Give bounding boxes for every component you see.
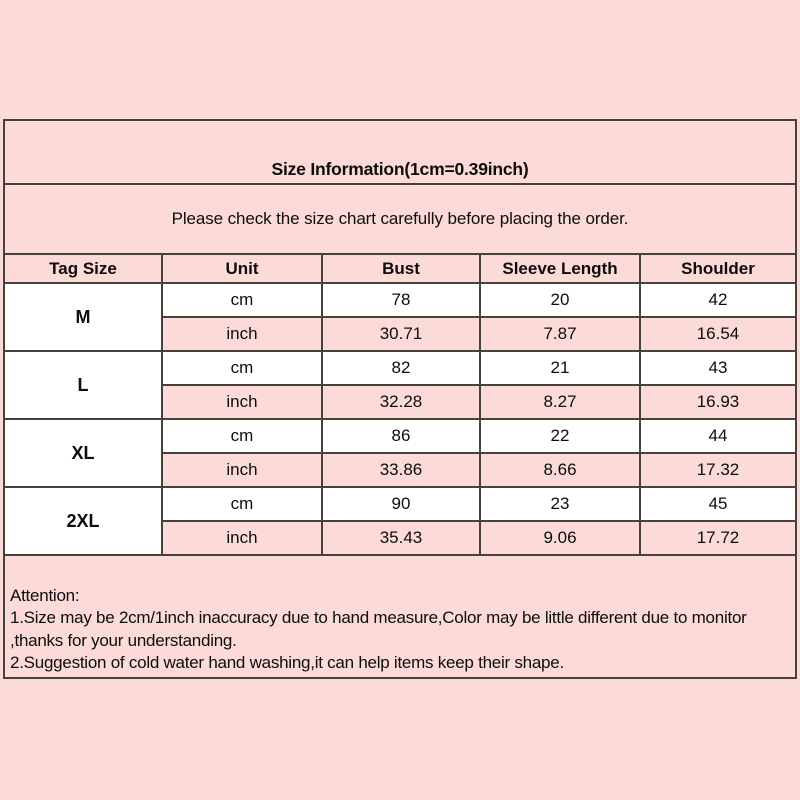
measurement-cell: 16.93 [640,385,795,419]
table-row-l-cm [5,351,795,385]
size-label-m: M [5,283,162,351]
measurement-cell: 43 [640,351,795,385]
measurement-cell: 16.54 [640,317,795,351]
column-header-unit: Unit [162,254,322,283]
measurement-cell: 22 [480,419,640,453]
measurement-cell: 8.66 [480,453,640,487]
unit-cell: cm [162,419,322,453]
column-header-bust: Bust [322,254,480,283]
column-header-shoulder: Shoulder [640,254,795,283]
size-info-title: Size Information(1cm=0.39inch) [271,159,529,179]
unit-cell: inch [162,385,322,419]
unit-cell: inch [162,521,322,555]
measurement-cell: 32.28 [322,385,480,419]
size-label-2xl: 2XL [5,487,162,555]
measurement-cell: 82 [322,351,480,385]
unit-cell: inch [162,317,322,351]
unit-cell: cm [162,351,322,385]
size-label-xl: XL [5,419,162,487]
size-chart-panel [3,119,797,679]
measurement-cell: 44 [640,419,795,453]
measurement-cell: 45 [640,487,795,521]
measurement-cell: 30.71 [322,317,480,351]
table-row-2xl-cm [5,487,795,521]
attention-section [5,556,795,677]
measurement-cell: 17.32 [640,453,795,487]
measurement-cell: 78 [322,283,480,317]
column-header-sleeve-length: Sleeve Length [480,254,640,283]
measurement-cell: 17.72 [640,521,795,555]
size-label-l: L [5,351,162,419]
attention-heading: Attention: [10,586,80,605]
column-header-tag-size: Tag Size [5,254,162,283]
measurement-cell: 7.87 [480,317,640,351]
measurement-cell: 42 [640,283,795,317]
size-chart-notice: Please check the size chart carefully before placing the order. [171,209,629,228]
measurement-cell: 33.86 [322,453,480,487]
table-row-m-cm [5,283,795,317]
measurement-cell: 20 [480,283,640,317]
table-row-xl-cm [5,419,795,453]
attention-line: ,thanks for your understanding. [10,630,237,650]
measurement-cell: 21 [480,351,640,385]
header-row [5,254,795,283]
measurement-cell: 86 [322,419,480,453]
unit-cell: cm [162,283,322,317]
size-chart-table [5,253,795,556]
unit-cell: cm [162,487,322,521]
subtitle-section [5,185,795,253]
attention-line: 1.Size may be 2cm/1inch inaccuracy due to hand measure,Color may be little different due to monitor [10,608,747,628]
title-section [5,121,795,185]
measurement-cell: 35.43 [322,521,480,555]
attention-line: 2.Suggestion of cold water hand washing,it can help items keep their shape. [10,652,564,672]
measurement-cell: 90 [322,487,480,521]
unit-cell: inch [162,453,322,487]
measurement-cell: 9.06 [480,521,640,555]
measurement-cell: 23 [480,487,640,521]
measurement-cell: 8.27 [480,385,640,419]
